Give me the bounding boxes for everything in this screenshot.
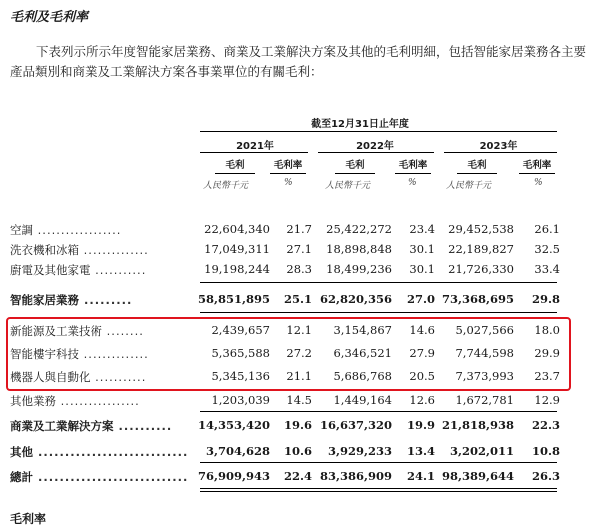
margin-2021: 21.7 (286, 222, 312, 236)
row-label: 其他 (10, 445, 33, 459)
margin-2021: 22.4 (283, 469, 312, 483)
gross-profit-2023: 22,189,827 (448, 242, 514, 256)
margin-2023: 26.3 (531, 469, 560, 483)
col-margin-2022: 毛利率 (398, 160, 428, 171)
unit-currency-2023: 人民幣千元 (446, 181, 492, 191)
subtotal-rule (200, 312, 557, 313)
row-label: 總計 (10, 470, 33, 484)
sub-rule (395, 173, 431, 174)
period-rule (200, 131, 557, 132)
table-row: 智能樓宇科技 .............. 5,365,588 27.2 6,346,521 27.9 7,744,598 29.9 (10, 346, 560, 361)
gross-profit-2021: 2,439,657 (211, 323, 270, 337)
row-label: 新能源及工業技術 (10, 324, 102, 338)
gross-profit-2023: 1,672,781 (455, 393, 514, 407)
gross-profit-2021: 1,203,039 (211, 393, 270, 407)
table-row-subtotal: 商業及工業解決方案 .......... 14,353,420 19.6 16,637,320 19.9 21,818,938 22.3 (10, 418, 560, 433)
gross-profit-2021: 5,365,588 (211, 346, 270, 360)
gross-profit-2023: 98,389,644 (441, 469, 514, 483)
margin-2021: 10.6 (283, 444, 312, 458)
sub-rule (457, 173, 497, 174)
margin-2022: 24.1 (406, 469, 435, 483)
gross-profit-2023: 29,452,538 (448, 222, 514, 236)
section-heading: 毛利及毛利率 (10, 10, 89, 25)
unit-percent-2022: % (408, 178, 417, 188)
margin-2021: 14.5 (286, 393, 312, 407)
row-label: 洗衣機和冰箱 (10, 243, 79, 257)
row-label: 空調 (10, 223, 33, 237)
margin-2022: 19.9 (406, 418, 435, 432)
year-rule-2021 (200, 152, 308, 153)
subtotal-rule (200, 411, 557, 412)
gross-profit-2021: 19,198,244 (204, 262, 270, 276)
row-label: 商業及工業解決方案 (10, 419, 114, 433)
margin-2021: 12.1 (286, 323, 312, 337)
gross-profit-2021: 14,353,420 (197, 418, 270, 432)
col-gross-profit-2021: 毛利 (225, 160, 245, 171)
col-margin-2023: 毛利率 (522, 160, 552, 171)
col-gross-profit-2022: 毛利 (345, 160, 365, 171)
margin-2021: 25.1 (283, 292, 312, 306)
margin-2021: 21.1 (286, 369, 312, 383)
unit-percent-2023: % (534, 178, 543, 188)
margin-2023: 22.3 (531, 418, 560, 432)
margin-2021: 28.3 (286, 262, 312, 276)
sub-rule (270, 173, 306, 174)
row-label: 機器人與自動化 (10, 370, 91, 384)
gross-profit-2021: 5,345,136 (211, 369, 270, 383)
table-row: 廚電及其他家電 ........... 19,198,244 28.3 18,499,236 30.1 21,726,330 33.4 (10, 262, 560, 277)
gross-profit-2021: 17,049,311 (204, 242, 270, 256)
gross-profit-2021: 22,604,340 (204, 222, 270, 236)
table-row: 洗衣機和冰箱 .............. 17,049,311 27.1 18,898,848 30.1 22,189,827 32.5 (10, 242, 560, 257)
unit-currency-2021: 人民幣千元 (203, 181, 249, 191)
gross-profit-2022: 1,449,164 (333, 393, 392, 407)
table-row: 新能源及工業技術 ........ 2,439,657 12.1 3,154,867 14.6 5,027,566 18.0 (10, 323, 560, 338)
table-row-subtotal: 其他 ............................ 3,704,628 10.6 3,929,233 13.4 3,202,011 10.8 (10, 444, 560, 459)
margin-2022: 13.4 (406, 444, 435, 458)
period-header: 截至12月31日止年度 (311, 119, 409, 130)
margin-2021: 27.1 (286, 242, 312, 256)
gross-profit-2022: 83,386,909 (319, 469, 392, 483)
gross-profit-2023: 5,027,566 (455, 323, 514, 337)
table-row-subtotal: 智能家居業務 ......... 58,851,895 25.1 62,820,356 27.0 73,368,695 29.8 (10, 292, 560, 307)
gross-profit-2022: 18,898,848 (326, 242, 392, 256)
gross-profit-2022: 25,422,272 (326, 222, 392, 236)
gross-profit-2022: 6,346,521 (333, 346, 392, 360)
col-margin-2021: 毛利率 (273, 160, 303, 171)
margin-2023: 26.1 (534, 222, 560, 236)
total-rule (200, 462, 557, 463)
total-double-rule (200, 491, 557, 492)
gross-profit-2022: 18,499,236 (326, 262, 392, 276)
sub-rule (519, 173, 555, 174)
table-row-total: 總計 ............................ 76,909,943 22.4 83,386,909 24.1 98,389,644 26.3 (10, 469, 560, 484)
margin-2023: 32.5 (534, 242, 560, 256)
margin-2023: 23.7 (534, 369, 560, 383)
gross-profit-2023: 21,726,330 (448, 262, 514, 276)
highlight-box (6, 317, 571, 391)
unit-percent-2021: % (284, 178, 293, 188)
col-gross-profit-2023: 毛利 (467, 160, 487, 171)
gross-profit-2023: 7,373,993 (455, 369, 514, 383)
gross-profit-2022: 5,686,768 (333, 369, 392, 383)
margin-2022: 12.6 (409, 393, 435, 407)
row-label: 其他業務 (10, 394, 56, 408)
gross-profit-2022: 16,637,320 (319, 418, 392, 432)
margin-2021: 19.6 (283, 418, 312, 432)
margin-2023: 12.9 (534, 393, 560, 407)
gross-profit-2023: 7,744,598 (455, 346, 514, 360)
gross-profit-2021: 3,704,628 (205, 444, 270, 458)
gross-profit-2023: 73,368,695 (441, 292, 514, 306)
gross-profit-2023: 21,818,938 (441, 418, 514, 432)
year-2022: 2022年 (356, 141, 394, 152)
gross-profit-2021: 76,909,943 (197, 469, 270, 483)
row-label: 智能樓宇科技 (10, 347, 79, 361)
table-row: 空調 .................. 22,604,340 21.7 25,422,272 23.4 29,452,538 26.1 (10, 222, 560, 237)
margin-2023: 29.9 (534, 346, 560, 360)
gross-profit-2021: 58,851,895 (197, 292, 270, 306)
margin-2022: 27.0 (406, 292, 435, 306)
margin-2023: 29.8 (531, 292, 560, 306)
total-double-rule (200, 488, 557, 489)
table-row: 其他業務 ................. 1,203,039 14.5 1,449,164 12.6 1,672,781 12.9 (10, 393, 560, 408)
margin-2021: 27.2 (286, 346, 312, 360)
row-label: 廚電及其他家電 (10, 263, 91, 277)
gross-profit-2022: 3,929,233 (327, 444, 392, 458)
gross-profit-2022: 3,154,867 (333, 323, 392, 337)
year-2021: 2021年 (236, 141, 274, 152)
margin-2022: 20.5 (409, 369, 435, 383)
margin-2022: 27.9 (409, 346, 435, 360)
margin-2022: 23.4 (409, 222, 435, 236)
margin-2023: 10.8 (531, 444, 560, 458)
margin-2022: 30.1 (409, 262, 435, 276)
row-label: 智能家居業務 (10, 293, 79, 307)
margin-2022: 30.1 (409, 242, 435, 256)
sub-rule (215, 173, 255, 174)
gross-profit-2022: 62,820,356 (319, 292, 392, 306)
intro-paragraph: 下表列示所示年度智能家居業務、商業及工業解決方案及其他的毛利明細，包括智能家居業務各主要產品類別和商業及工業解決方案各事業單位的有關毛利： (10, 44, 587, 79)
gross-profit-2023: 3,202,011 (449, 444, 514, 458)
margin-2023: 18.0 (534, 323, 560, 337)
sub-rule (335, 173, 375, 174)
margin-2022: 14.6 (409, 323, 435, 337)
year-rule-2022 (318, 152, 434, 153)
year-rule-2023 (444, 152, 557, 153)
margin-2023: 33.4 (534, 262, 560, 276)
year-2023: 2023年 (479, 141, 518, 152)
next-section-heading: 毛利率 (10, 512, 47, 526)
unit-currency-2022: 人民幣千元 (325, 181, 371, 191)
subtotal-rule (200, 282, 557, 283)
table-row: 機器人與自動化 ........... 5,345,136 21.1 5,686,768 20.5 7,373,993 23.7 (10, 369, 560, 384)
